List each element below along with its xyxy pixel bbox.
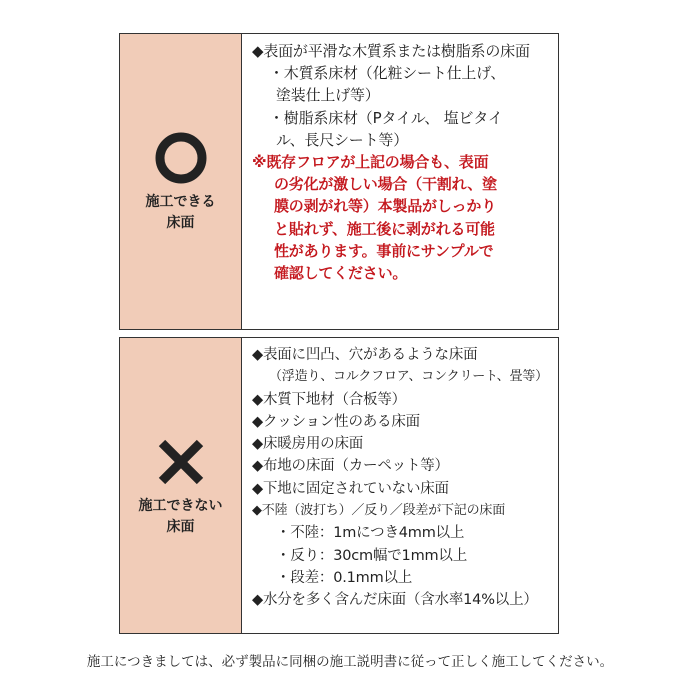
suitable-subitem: ・樹脂系床材（Pタイル、 塩ビタイ	[269, 108, 503, 127]
unsuitable-label-cell	[120, 338, 242, 633]
unsuitable-subitem: ・反り：30cm幅で1mm以上	[276, 547, 468, 564]
suitable-floor-box	[119, 33, 559, 330]
warning-text: 性があります。事前にサンプルで	[274, 241, 494, 260]
unsuitable-item: ◆下地に固定されていない床面	[252, 480, 449, 497]
suitable-description	[242, 34, 558, 329]
unsuitable-item: ◆布地の床面（カーペット等）	[252, 458, 449, 475]
warning-text: 確認してください。	[274, 264, 408, 283]
unsuitable-item-detail: （浮造り、コルクフロア、コンクリート、畳等）	[269, 369, 548, 385]
unsuitable-item: ◆クッション性のある床面	[252, 413, 420, 430]
unsuitable-item: ◆木質下地材（合板等）	[252, 391, 406, 408]
warning-text: と貼れず、施工後に剥がれる可能	[274, 219, 495, 238]
suitable-subitem-cont: ル、長尺シート等）	[276, 130, 409, 149]
warning-text: ※既存フロアが上記の場合も、表面	[252, 153, 489, 172]
suitable-subitem: ・木質系床材（化粧シート仕上げ、	[269, 64, 506, 83]
unsuitable-label: 施工できない 床面	[138, 497, 223, 535]
suitable-label: 施工できる 床面	[145, 193, 216, 231]
cross-ng-icon	[153, 434, 209, 490]
footer-note: 施工につきましては、必ず製品に同梱の施工説明書に従って正しく施工してください。	[86, 654, 614, 670]
warning-text: の劣化が激しい場合（干割れ、塗	[274, 175, 497, 194]
unsuitable-item: ◆床暖房用の床面	[252, 436, 364, 453]
unsuitable-description	[242, 338, 558, 633]
circle-ok-icon	[153, 130, 209, 186]
unsuitable-item: ◆水分を多く含んだ床面（含水率14%以上）	[252, 592, 538, 609]
suitable-label-cell	[120, 34, 242, 329]
suitable-subitem-cont: 塗装仕上げ等）	[276, 86, 380, 105]
warning-text: 膜の剥がれ等）本製品がしっかり	[274, 197, 497, 216]
unsuitable-floor-box	[119, 337, 559, 634]
unsuitable-item: ◆表面に凹凸、穴があるような床面	[252, 347, 478, 363]
unsuitable-item: ◆不陸（波打ち）／反り／段差が下記の床面	[252, 503, 505, 519]
unsuitable-subitem: ・不陸：1mにつき4mm以上	[276, 525, 465, 542]
suitable-item: ◆表面が平滑な木質系または樹脂系の床面	[252, 42, 530, 60]
unsuitable-subitem: ・段差：0.1mm以上	[276, 569, 413, 586]
